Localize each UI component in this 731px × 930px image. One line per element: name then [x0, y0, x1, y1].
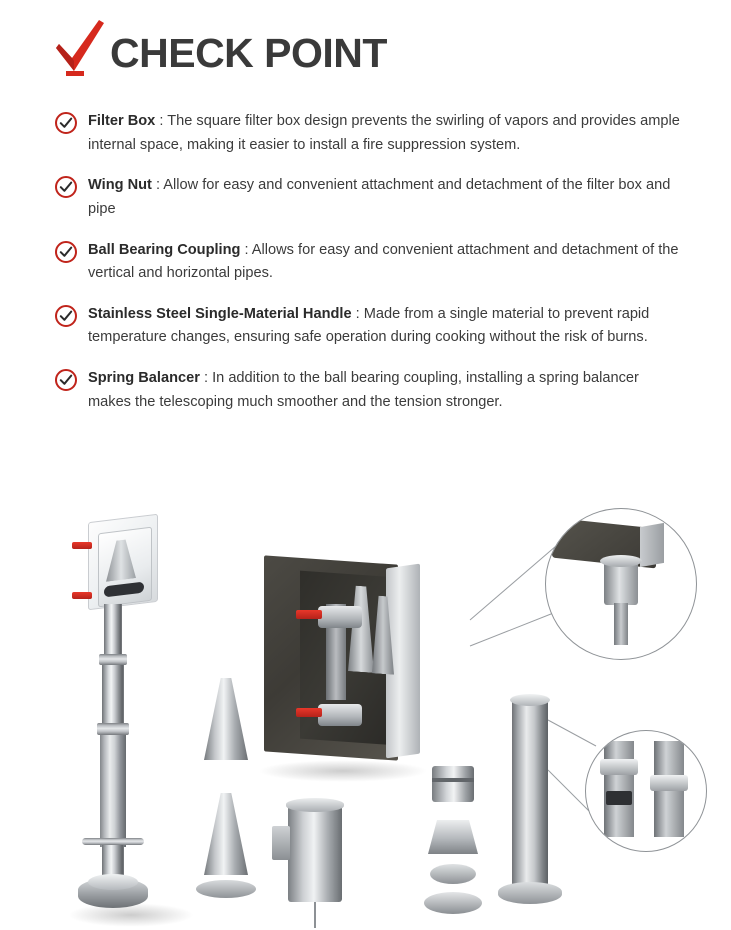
list-item-text: [88, 174, 685, 221]
list-item-separator: :: [240, 241, 252, 258]
callout-coupling-gap: [606, 791, 632, 805]
list-item: [54, 239, 685, 286]
list-item: [54, 174, 685, 221]
list-item-body: The square filter box design prevents the swirling of vapors and provides ample internal space, making it easier to install a fire suppression system.: [88, 113, 680, 153]
list-item-term: Stainless Steel Single-Material Handle: [88, 305, 352, 322]
list-item-body: Made from a single material to prevent rapid temperature changes, ensuring safe operation during cooking without the risk of burns.: [88, 305, 650, 346]
list-item-term: Wing Nut: [88, 177, 152, 194]
page-title: CHECK POINT: [110, 29, 387, 76]
callout-wing-nut-part: [604, 561, 638, 605]
check-circle-icon: [54, 304, 78, 328]
callout-coupling-ring-left: [600, 759, 638, 775]
list-item-separator: :: [155, 113, 168, 129]
list-item-term: Ball Bearing Coupling: [88, 241, 241, 258]
list-item: [54, 303, 685, 350]
list-item-body: Allow for easy and convenient attachment and detachment of the filter box and pipe: [88, 177, 671, 217]
list-item-text: [88, 303, 685, 350]
product-photo: [0, 508, 731, 930]
check-circle-icon: [54, 111, 78, 135]
callout-wing-nut-stem: [614, 603, 628, 645]
list-item-term: Filter Box: [88, 113, 156, 129]
check-circle-icon: [54, 240, 78, 264]
callout-wing-nut: [545, 508, 697, 660]
list-item-separator: :: [151, 177, 164, 194]
callout-coupling: [585, 730, 707, 852]
list-item: [54, 110, 685, 157]
list-item: [54, 367, 685, 414]
page-header: [0, 0, 731, 84]
checkpoint-list: [0, 110, 731, 414]
list-item-body: Allows for easy and convenient attachment and detachment of the vertical and horizontal pipes.: [88, 241, 679, 282]
callout-coupling-pipe-left: [604, 741, 634, 837]
check-circle-icon: [54, 175, 78, 199]
list-item-separator: :: [199, 370, 213, 387]
callout-wing-nut-box-edge: [640, 523, 664, 567]
list-item-term: Spring Balancer: [88, 370, 200, 387]
list-item-text: [88, 239, 685, 286]
list-item-separator: :: [351, 305, 364, 322]
callout-wing-nut-collar: [600, 555, 642, 567]
list-item-text: [88, 367, 685, 414]
check-circle-icon: [54, 368, 78, 392]
list-item-body: In addition to the ball bearing coupling, installing a spring balancer makes the telescoping much smoother and the tension stronger.: [88, 370, 639, 410]
red-checkmark-icon: [52, 18, 108, 80]
callout-coupling-ring-right: [650, 775, 688, 791]
list-item-text: [88, 110, 685, 157]
